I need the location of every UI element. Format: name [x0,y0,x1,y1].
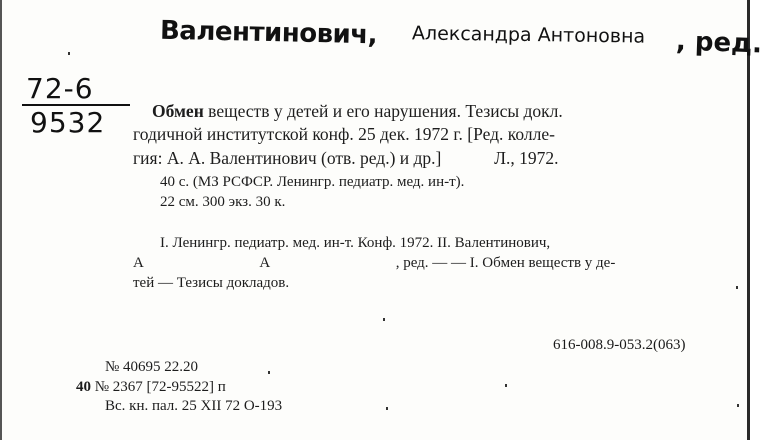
tracing-line-3: тей — Тезисы докладов. [133,275,290,291]
tracing-initial-a1: А [133,255,144,271]
card-left-edge [0,0,2,440]
entry-format: 22 см. 300 экз. 30 к. [160,194,286,210]
ink-speck [505,384,507,387]
tracing-line-2 [133,253,615,274]
entry-line-1 [152,101,563,122]
entry-line-3 [133,148,559,169]
entry-line-2: годичной институтской конф. 25 дек. 1972 г. [Ред. колле- [133,124,555,144]
shelfmark-bottom: 9532 [30,106,106,139]
ink-speck [268,371,270,374]
registration-number: № 2367 [72-95522] п [94,379,226,395]
entry-line-3-start: гия: А. А. Валентинович (отв. ред.) и др.] [133,148,442,168]
tracing-initial-a2: А [259,255,271,271]
entry-collation: 40 с. (МЗ РСФСР. Ленингр. педиатр. мед. ин-т). [160,174,465,190]
ink-speck [386,407,388,410]
udc-classification: 616-008.9-053.2(063) [553,337,686,353]
handwritten-given-names: Александра Антоновна [411,22,646,48]
tracing-line-2-rest: , ред. — — I. Обмен веществ у де- [395,255,616,271]
handwritten-role: , ред. [675,26,763,60]
chamber-date-line: Вс. кн. пал. 25 XII 72 О-193 [105,398,283,414]
ink-speck [737,404,739,407]
entry-line-1-rest: веществ у детей и его нарушения. Тезисы докл. [208,101,563,121]
registration-line [76,377,226,398]
card-number-line: № 40695 22.20 [105,359,199,375]
card-right-edge [747,0,750,440]
entry-line-3-end: Л., 1972. [494,148,559,168]
ink-speck [736,286,738,289]
registration-prefix: 40 [76,379,91,395]
ink-speck [383,318,385,321]
shelfmark-top: 72-6 [26,72,94,105]
handwritten-surname: Валентинович, [159,15,378,51]
tracing-line-1: I. Ленингр. педиатр. мед. ин-т. Конф. 1972. II. Валентинович, [160,235,551,251]
entry-title-bold: Обмен [152,101,204,121]
ink-speck [68,52,70,55]
